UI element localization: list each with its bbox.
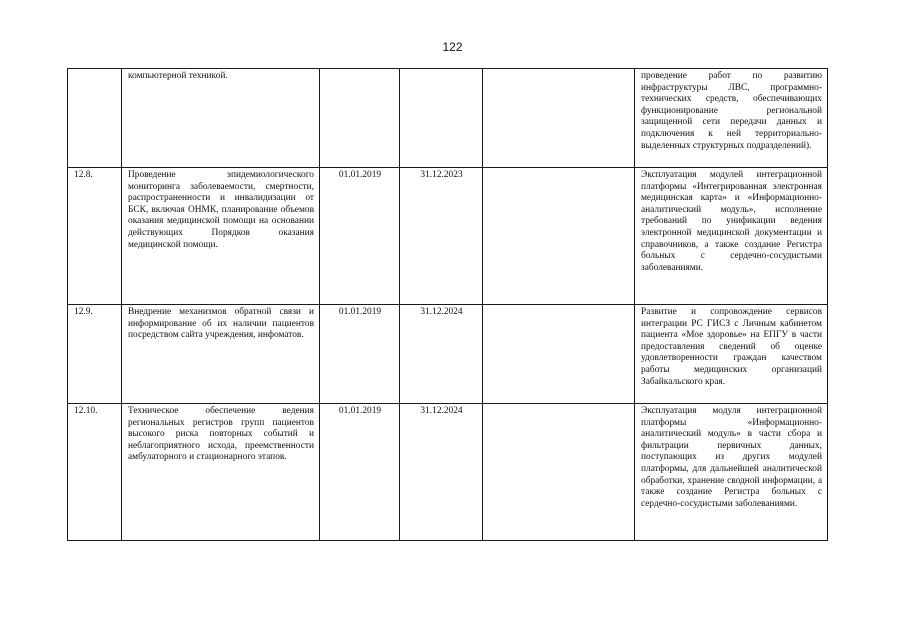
expected-result: Эксплуатация модуля интеграционной платформы «Информационно-аналитический модуль» в части сбора и фильтрации первичных данных, поступающих из других модулей платформы, для дальнейшей аналитической обработки, хранение сводной информации, а также создание Регистра больных с сердечно-сосудистыми заболеваниями. — [635, 404, 828, 541]
table-row — [68, 305, 828, 404]
responsible-cell — [483, 168, 635, 305]
responsible-cell — [483, 69, 635, 168]
expected-result: проведение работ по развитию инфраструктуры ЛВС, программно-технических средств, обеспечивающих функционирование региональной защищенной сети передачи данных и подключения к ней территориально-выделенных структурных подразделений). — [635, 69, 828, 168]
responsible-cell — [483, 305, 635, 404]
measure-description: Проведение эпидемиологического мониторинга заболеваемости, смертности, распространенности и инвалидизации от БСК, включая ОНМК, планирование объемов оказания медицинской помощи на основании действующих Порядков оказания медицинской помощи. — [122, 168, 320, 305]
row-number: 12.8. — [68, 168, 122, 305]
start-date: 01.01.2019 — [320, 168, 400, 305]
expected-result: Развитие и сопровождение сервисов интеграции РС ГИСЗ с Личным кабинетом пациента «Мое здоровье» на ЕПГУ в части предоставления сведений об оценке удовлетворенности граждан качеством работы медицинских организаций Забайкальского края. — [635, 305, 828, 404]
start-date: 01.01.2019 — [320, 305, 400, 404]
page-number: 122 — [442, 40, 463, 54]
end-date — [400, 69, 483, 168]
measures-table — [67, 68, 828, 541]
table-row — [68, 69, 828, 168]
end-date: 31.12.2024 — [400, 404, 483, 541]
table-row — [68, 404, 828, 541]
start-date — [320, 69, 400, 168]
row-number: 12.10. — [68, 404, 122, 541]
responsible-cell — [483, 404, 635, 541]
measure-description: компьютерной техникой. — [122, 69, 320, 168]
table-row — [68, 168, 828, 305]
measure-description: Техническое обеспечение ведения региональных регистров групп пациентов высокого риска повторных событий и неблагоприятного исхода, преемственности амбулаторного и стационарного этапов. — [122, 404, 320, 541]
measure-description: Внедрение механизмов обратной связи и информирование об их наличии пациентов посредством сайта учреждения, инфоматов. — [122, 305, 320, 404]
expected-result: Эксплуатация модулей интеграционной платформы «Интегрированная электронная медицинская карта» и «Информационно-аналитический модуль», исполнение требований по унификации ведения электронной медицинской документации и справочников, а также создание Регистра больных с сердечно-сосудистыми заболеваниями. — [635, 168, 828, 305]
start-date: 01.01.2019 — [320, 404, 400, 541]
end-date: 31.12.2024 — [400, 305, 483, 404]
row-number: 12.9. — [68, 305, 122, 404]
row-number — [68, 69, 122, 168]
end-date: 31.12.2023 — [400, 168, 483, 305]
